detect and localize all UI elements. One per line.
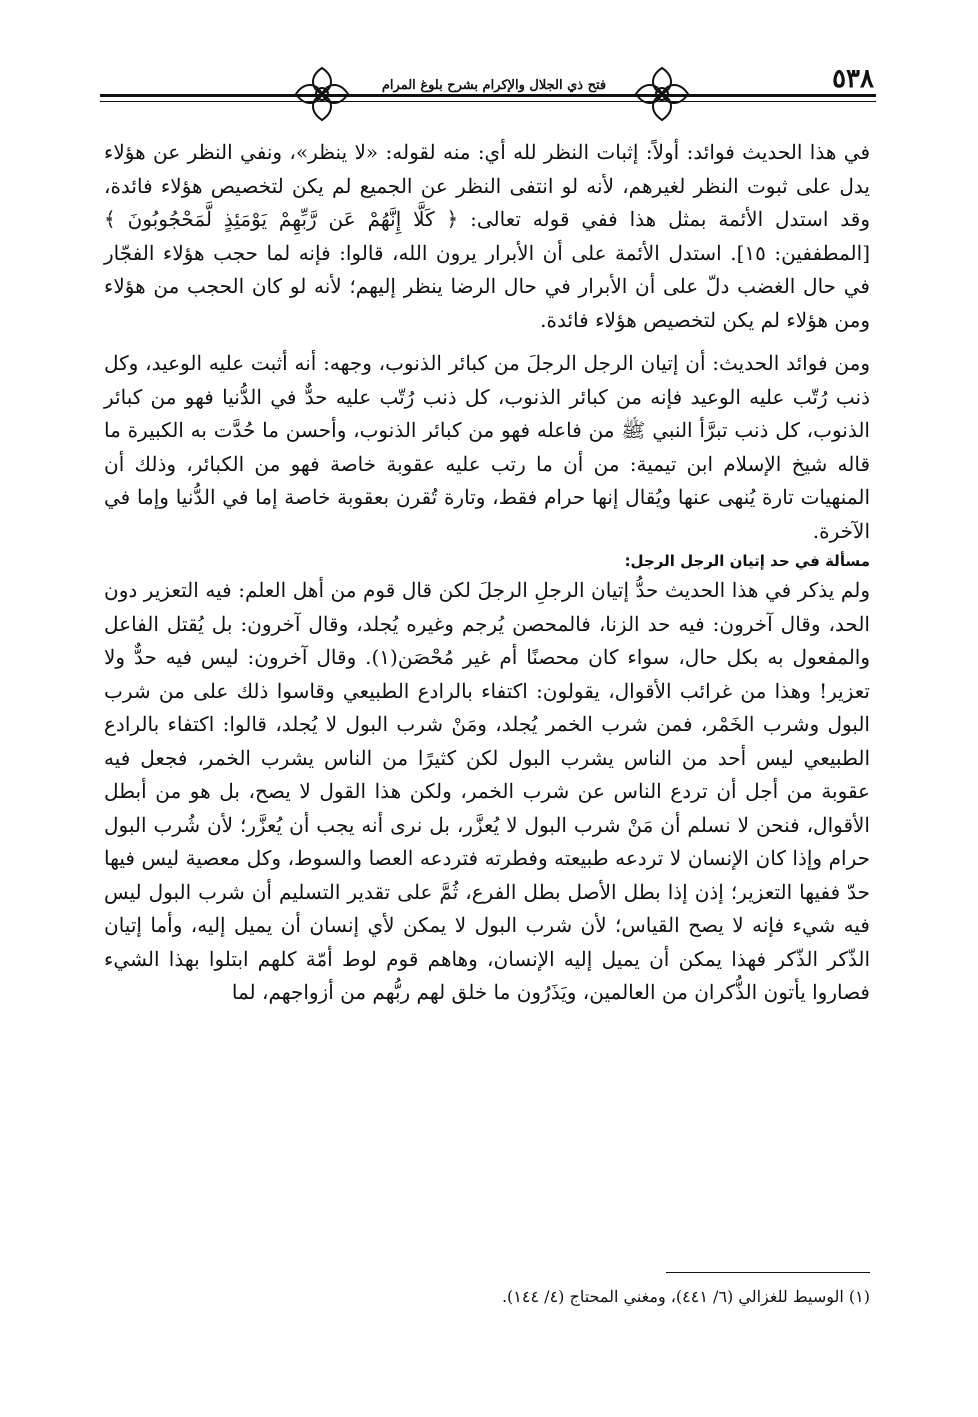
page-number: ٥٣٨ (832, 64, 874, 94)
footnote: (١) الوسيط للغزالي (٦/ ٤٤١)، ومغني المحتاج (٤/ ١٤٤). (501, 1287, 870, 1306)
ornament-icon (290, 62, 354, 126)
paragraph-ruling: ولم يذكر في هذا الحديث حدُّ إتيان الرجلِ الرجلَ لكن قال قوم من أهل العلم: فيه التعزير دون الحد، وقال آخرون: فيه حد الزنا، فالمحصن يُرجم وغيره يُجلد، وقال آخرون: بل يُقتل الفاعل والمفعول به بكل حال، سواء كان محصنًا أم غير مُحْصَن(١). وقال آخرون: ليس فيه حدٌّ ولا تعزير! وهذا من غرائب الأقوال، يقولون: اكتفاء بالرادع الطبيعي وقاسوا ذلك على من شرب البول وشرب الخَمْر، فمن شرب الخمر يُجلد، ومَنْ شرب البول لا يُجلد، قالوا: اكتفاء بالرادع الطبيعي ليس أحد من الناس يشرب البول لكن كثيرًا من الناس يشرب الخمر، فجعل فيه عقوبة من أجل أن تردع الناس عن شرب الخمر، ولكن هذا القول لا يصح، بل هو من أبطل الأقوال، فنحن لا نسلم أن مَنْ شرب البول لا يُعزَّر، بل نرى أنه يجب أن يُعزَّر؛ لأن شُرب البول حرام وإذا كان الإنسان لا تردعه طبيعته وفطرته فتردعه العصا والسوط، وكل معصية ليس فيها حدّ ففيها التعزير؛ إذن إذا بطل الأصل بطل الفرع، ثُمَّ على تقدير التسليم أن شرب البول ليس فيه شيء فإنه لا يصح القياس؛ لأن شرب البول لا يمكن لأي إنسان أن يميل إليه، وأما إتيان الذّكر الذّكر فهذا يمكن أن يميل إليه الإنسان، وهاهم قوم لوط أمّة كلهم ابتلوا بهذا الشيء فصاروا يأتون الذُّكران من العالمين، ويَذَرُون ما خلق لهم ربُّهم من أزواجهم، لما (104, 578, 871, 1004)
footnote-divider (666, 1272, 870, 1273)
paragraph-major-sins: ومن فوائد الحديث: أن إتيان الرجل الرجلَ من كبائر الذنوب، وجهه: أنه أثبت عليه الوعيد، وكل ذنب رُتّب عليه الوعيد فإنه من كبائر الذنوب، كل ذنب رُتّب عليه حدٌّ في الدُّنيا فهو من كبائر الذنوب، كل ذنب تبرَّأ النبي ﷺ من فاعله فهو من كبائر الذنوب، وأحسن ما حُدَّت به الكبيرة ما قاله شيخ الإسلام ابن تيمية: من أن ما رتب عليه عقوبة خاصة فهو من الكبائر، وذلك أن المنهيات تارة يُنهى عنها ويُقال إنها حرام فقط، وتارة تُقرن بعقوبة خاصة إما في الدُّنيا وإما في الآخرة. (104, 351, 871, 543)
section-heading: مسألة في حد إتيان الرجل الرجل: (624, 552, 870, 570)
book-title: فتح ذي الجلال والإكرام بشرح بلوغ المرام (360, 78, 628, 93)
page-header (100, 58, 876, 128)
header-rule-thin (100, 101, 876, 102)
paragraph-benefits-gaze: في هذا الحديث فوائد: أولاً: إثبات النظر لله أي: منه لقوله: «لا ينظر»، ونفي النظر عن هؤلاء يدل على ثبوت النظر لغيرهم، لأنه لو انتفى النظر عن الجميع لم يكن لتخصيص هؤلاء فائدة، وقد استدل الأئمة بمثل هذا ففي قوله تعالى: ﴿ كَلَّا إِنَّهُمْ عَن رَّبِّهِمْ يَوْمَئِذٍ لَّمَحْجُوبُونَ ﴾ [المطففين: ١٥]. استدل الأئمة على أن الأبرار يرون الله، قالوا: فإنه لما حجب هؤلاء الفجّار في حال الغضب دلّ على أن الأبرار في حال الرضا ينظر إليهم؛ لأنه لو كان الحجب من هؤلاء ومن هؤلاء لم يكن لتخصيص هؤلاء فائدة. (104, 140, 871, 332)
header-rule (100, 94, 876, 97)
ornament-icon (630, 62, 694, 126)
page-body (104, 136, 870, 1010)
